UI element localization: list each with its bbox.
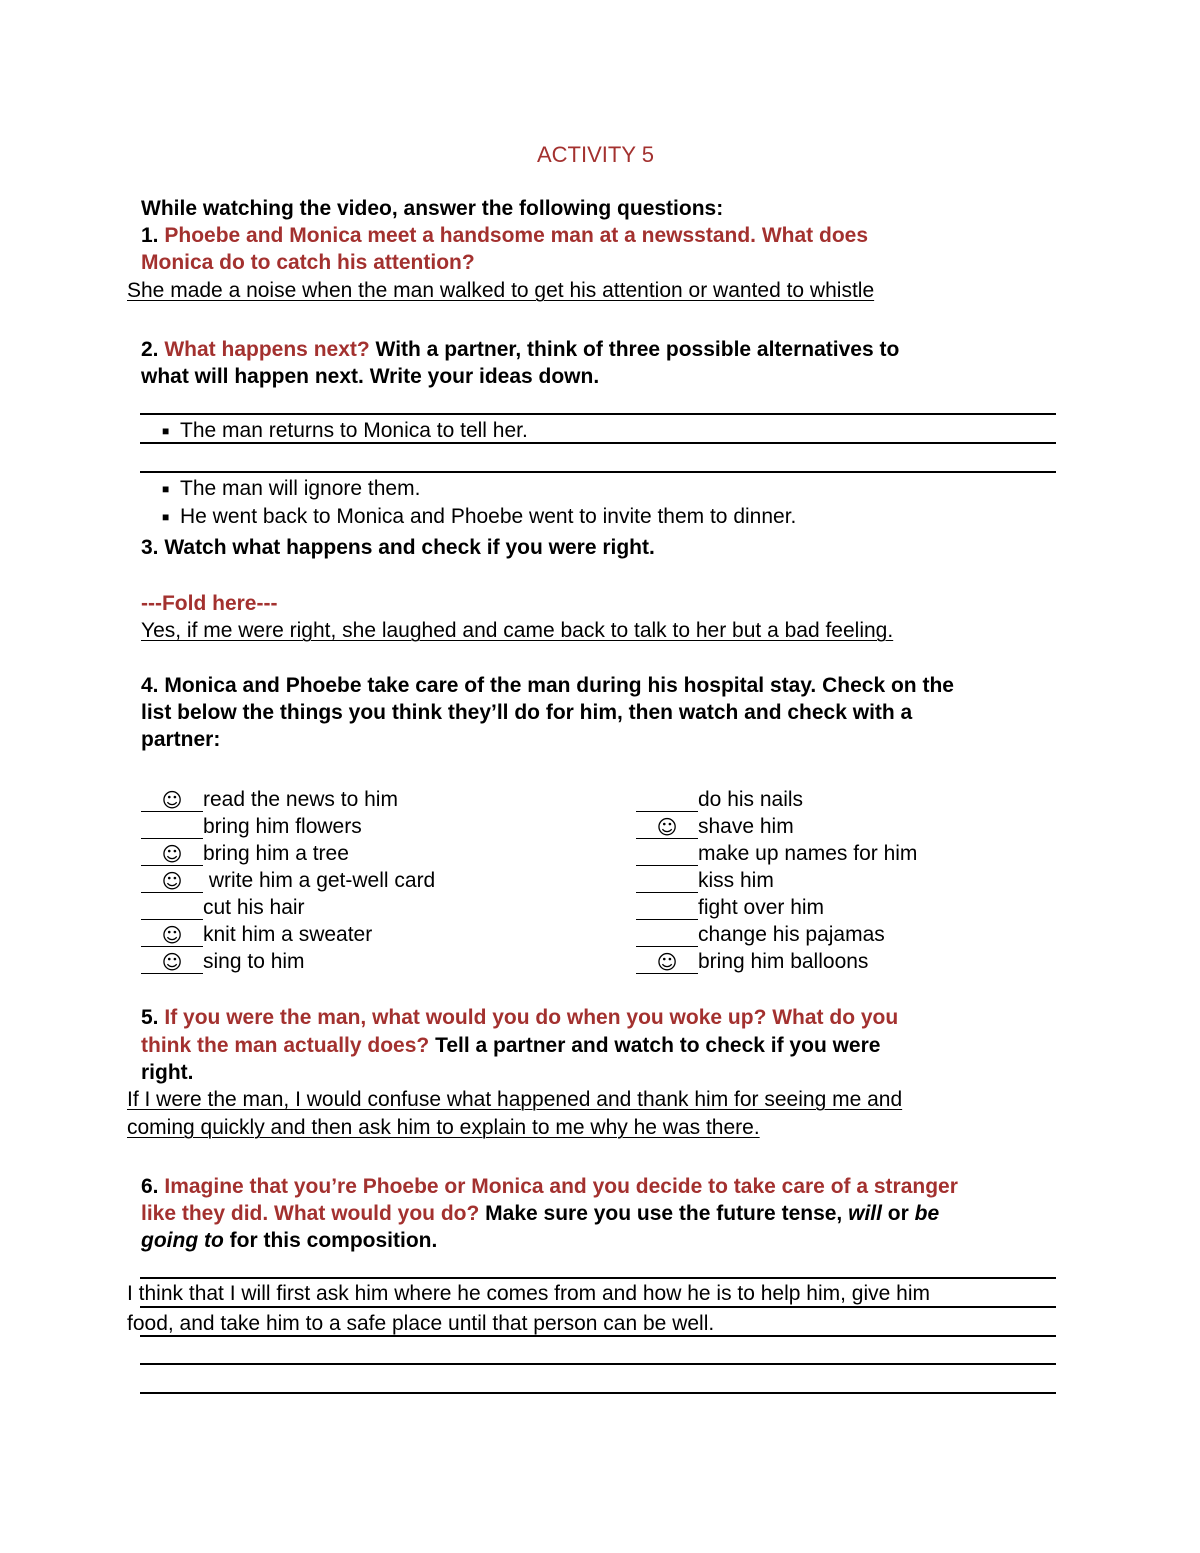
- question-6-be: be: [914, 1202, 940, 1225]
- question-4-line-1: 4. Monica and Phoebe take care of the man during his hospital stay. Check on the: [141, 674, 954, 697]
- question-6-rest: for this composition.: [223, 1229, 438, 1252]
- checklist-item-label: kiss him: [698, 869, 774, 892]
- fold-here-label: ---Fold here---: [141, 592, 278, 615]
- question-5-number: 5.: [141, 1006, 165, 1029]
- checklist-item: [141, 842, 349, 866]
- checklist-item-label: knit him a sweater: [203, 923, 373, 946]
- checklist-item: [636, 923, 885, 947]
- question-5-line-3: right.: [141, 1061, 194, 1084]
- question-5-red-text: If you were the man, what would you do when you woke up? What do you: [164, 1006, 899, 1029]
- check-blank[interactable]: [141, 816, 203, 839]
- question-6-line-1: [141, 1175, 958, 1199]
- idea-text: He went back to Monica and Phoebe went to invite them to dinner.: [180, 505, 797, 528]
- page-title: ACTIVITY 5: [537, 142, 654, 167]
- question-2-line-1: [141, 338, 899, 362]
- checklist-item: [141, 923, 372, 947]
- checklist-item: [636, 788, 803, 812]
- answer-1: She made a noise when the man walked to get his attention or wanted to whistle: [127, 279, 875, 302]
- checklist-item-label: fight over him: [698, 896, 825, 919]
- bullet-icon: ■: [162, 482, 170, 497]
- idea-item: [140, 419, 528, 443]
- question-5-line-2: [141, 1034, 880, 1058]
- question-4-line-3: partner:: [141, 728, 221, 751]
- question-6-black-text: Make sure you use the future tense,: [479, 1202, 849, 1225]
- answer-line: [140, 1277, 1056, 1279]
- check-blank[interactable]: [141, 924, 203, 947]
- checklist-item-label: bring him flowers: [203, 815, 362, 838]
- checklist-item-label: bring him balloons: [698, 950, 869, 973]
- checklist-item-label: bring him a tree: [203, 842, 349, 865]
- answer-line: [140, 1363, 1056, 1365]
- answer-line: [140, 413, 1056, 415]
- answer-line: [140, 442, 1056, 444]
- checklist-item: [141, 869, 435, 893]
- checklist-item-label: write him a get-well card: [203, 869, 436, 892]
- checklist-item: [141, 815, 362, 839]
- question-2-red-text: What happens next?: [164, 338, 370, 361]
- checklist-item-label: read the news to him: [203, 788, 398, 811]
- check-blank[interactable]: [636, 897, 698, 920]
- answer-line: [140, 1306, 1056, 1308]
- checklist-item-label: cut his hair: [203, 896, 305, 919]
- question-5-black-text: Tell a partner and watch to check if you were: [429, 1034, 881, 1057]
- checklist-item: [636, 815, 794, 839]
- check-blank[interactable]: [141, 951, 203, 974]
- check-blank[interactable]: [636, 870, 698, 893]
- idea-item: [140, 477, 420, 501]
- question-6-going-to: going to: [141, 1229, 224, 1252]
- check-blank[interactable]: [141, 870, 203, 893]
- answer-line: [140, 1335, 1056, 1337]
- idea-item: [140, 505, 796, 529]
- smiley-face-icon: ☺: [161, 923, 183, 947]
- bullet-icon: ■: [162, 424, 170, 439]
- check-blank[interactable]: [141, 843, 203, 866]
- check-blank[interactable]: [141, 897, 203, 920]
- checklist-item: [141, 950, 305, 974]
- question-6-number: 6.: [141, 1175, 165, 1198]
- question-2-line-2: what will happen next. Write your ideas down.: [141, 365, 600, 388]
- checklist-item-label: sing to him: [203, 950, 305, 973]
- check-blank[interactable]: [636, 951, 698, 974]
- question-5-red-text: think the man actually does?: [141, 1034, 430, 1057]
- question-6-will: will: [848, 1202, 882, 1225]
- answer-5-line-2: coming quickly and then ask him to explain to me why he was there.: [127, 1116, 760, 1139]
- checklist-item-label: do his nails: [698, 788, 804, 811]
- answer-line: [140, 1392, 1056, 1394]
- question-6-red-text: like they did. What would you do?: [141, 1202, 480, 1225]
- checklist-item: [636, 896, 824, 920]
- idea-text: The man returns to Monica to tell her.: [180, 419, 528, 442]
- question-6-line-3: [141, 1229, 437, 1253]
- checklist-item: [636, 842, 917, 866]
- smiley-face-icon: ☺: [161, 788, 183, 812]
- question-4-line-2: list below the things you think they’ll do for him, then watch and check with a: [141, 701, 913, 724]
- checklist-item-label: make up names for him: [698, 842, 918, 865]
- checklist-item: [636, 869, 774, 893]
- check-blank[interactable]: [636, 816, 698, 839]
- question-6-or: or: [881, 1202, 915, 1225]
- answer-3: Yes, if me were right, she laughed and came back to talk to her but a bad feeling.: [141, 619, 894, 642]
- question-1-line-1: [141, 224, 868, 248]
- check-blank[interactable]: [636, 843, 698, 866]
- answer-6-line-1: I think that I will first ask him where he comes from and how he is to help him, give him: [127, 1282, 930, 1305]
- check-blank[interactable]: [636, 789, 698, 812]
- answer-5-line-1: If I were the man, I would confuse what happened and thank him for seeing me and: [127, 1088, 903, 1111]
- answer-6-line-2: food, and take him to a safe place until that person can be well.: [127, 1312, 715, 1335]
- instructions: While watching the video, answer the following questions:: [141, 197, 724, 220]
- question-6-red-text: Imagine that you’re Phoebe or Monica and you decide to take care of a stranger: [164, 1175, 958, 1198]
- checklist-item: [636, 950, 868, 974]
- bullet-icon: ■: [162, 510, 170, 525]
- smiley-face-icon: ☺: [161, 950, 183, 974]
- smiley-face-icon: ☺: [161, 842, 183, 866]
- checklist-item-label: change his pajamas: [698, 923, 885, 946]
- answer-line: [140, 471, 1056, 473]
- question-3: 3. Watch what happens and check if you were right.: [141, 536, 655, 559]
- question-1-number: 1.: [141, 224, 165, 247]
- question-1-text: Phoebe and Monica meet a handsome man at a newsstand. What does: [164, 224, 869, 247]
- check-blank[interactable]: [141, 789, 203, 812]
- smiley-face-icon: ☺: [161, 869, 183, 893]
- checklist-item: [141, 788, 398, 812]
- checklist-item: [141, 896, 305, 920]
- question-6-line-2: [141, 1202, 939, 1226]
- check-blank[interactable]: [636, 924, 698, 947]
- question-2-number: 2.: [141, 338, 165, 361]
- idea-text: The man will ignore them.: [180, 477, 421, 500]
- smiley-face-icon: ☺: [656, 950, 678, 974]
- smiley-face-icon: ☺: [656, 815, 678, 839]
- question-2-black-text: With a partner, think of three possible alternatives to: [369, 338, 900, 361]
- question-1-line-2: Monica do to catch his attention?: [141, 251, 475, 274]
- checklist-item-label: shave him: [698, 815, 794, 838]
- question-5-line-1: [141, 1006, 898, 1030]
